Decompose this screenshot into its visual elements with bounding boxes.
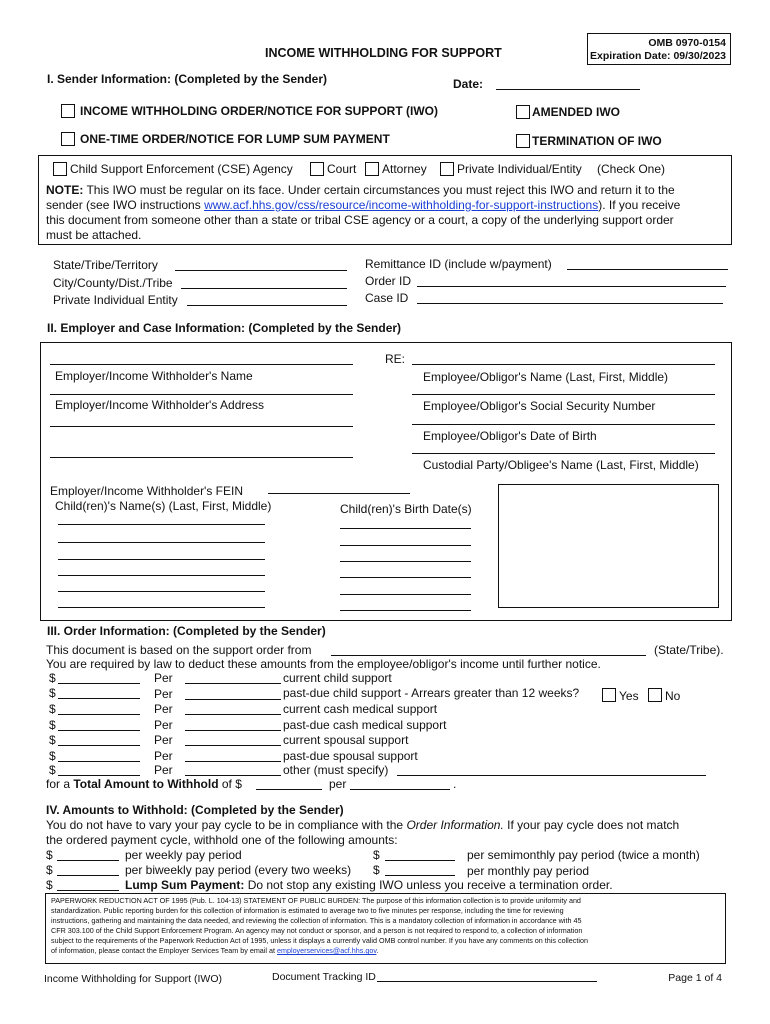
employee-dob-field[interactable]: [412, 424, 715, 425]
cse-checkbox[interactable]: [53, 162, 67, 176]
section4-para2: the ordered payment cycle, withhold one of the following amounts:: [46, 833, 398, 847]
employee-name-label: Employee/Obligor's Name (Last, First, Middle): [423, 370, 669, 384]
re-label: RE:: [385, 352, 406, 366]
dollar-sign: $: [49, 671, 56, 685]
state-tribe-field[interactable]: [331, 655, 646, 656]
termination-label: TERMINATION OF IWO: [532, 134, 662, 148]
private-checkbox[interactable]: [440, 162, 454, 176]
period-field[interactable]: [185, 761, 281, 762]
date-field[interactable]: [496, 89, 640, 90]
arrears-no-checkbox[interactable]: [648, 688, 662, 702]
per-label: Per: [154, 763, 173, 777]
termination-checkbox[interactable]: [516, 134, 530, 148]
employer-address-line2[interactable]: [50, 426, 353, 427]
onetime-checkbox[interactable]: [61, 132, 75, 146]
order-item-label: past-due spousal support: [283, 749, 418, 763]
custodial-field[interactable]: [412, 453, 715, 454]
weekly-label: per weekly pay period: [125, 848, 242, 862]
dollar-sign: $: [46, 848, 53, 862]
dollar-sign: $: [49, 718, 56, 732]
iwo-checkbox[interactable]: [61, 104, 75, 118]
fein-field[interactable]: [268, 493, 410, 494]
employee-ssn-field[interactable]: [412, 394, 715, 395]
monthly-label: per monthly pay period: [467, 864, 590, 878]
yes-label: Yes: [619, 689, 639, 703]
dollar-sign: $: [46, 878, 53, 892]
section2-heading: II. Employer and Case Information: (Completed by the Sender): [47, 321, 402, 335]
per-label: Per: [154, 671, 173, 685]
per-label: Per: [154, 749, 173, 763]
per-label: Per: [154, 733, 173, 747]
employer-name-label: Employer/Income Withholder's Name: [55, 369, 253, 383]
dollar-sign: $: [49, 763, 56, 777]
semimonthly-amount-field[interactable]: [385, 860, 455, 861]
employee-dob-label: Employee/Obligor's Date of Birth: [423, 429, 597, 443]
note-line1: NOTE: This IWO must be regular on its face. Under certain circumstances you must reject this IWO and return it to the: [46, 183, 675, 197]
footer-page-number: Page 1 of 4: [668, 972, 722, 984]
city-label: City/County/Dist./Tribe: [53, 276, 173, 290]
amount-field[interactable]: [58, 714, 140, 715]
amount-field[interactable]: [58, 698, 140, 699]
state-tribe-label: (State/Tribe).: [654, 643, 724, 657]
child-dob-field[interactable]: [340, 577, 471, 578]
burden-line3: instructions, gathering and maintaining the data needed, and reviewing the collection of information. This is a mandatory collection of information in accordance with 45: [51, 916, 582, 925]
section1-heading: I. Sender Information: (Completed by the Sender): [47, 72, 328, 86]
employer-name-field[interactable]: [50, 364, 353, 365]
order-item-label: current cash medical support: [283, 702, 438, 716]
child-dob-field[interactable]: [340, 528, 471, 529]
child-dob-field[interactable]: [340, 561, 471, 562]
note-line3: this document from someone other than a state or tribal CSE agency or a court, a copy of the underlying support order: [46, 213, 674, 227]
child-name-field[interactable]: [58, 542, 265, 543]
period-field[interactable]: [185, 699, 281, 700]
child-dob-field[interactable]: [340, 594, 471, 595]
case-id-label: Case ID: [365, 291, 409, 305]
children-names-label: Child(ren)'s Name(s) (Last, First, Middle): [55, 499, 272, 513]
instructions-link[interactable]: www.acf.hhs.gov/css/resource/income-withholding-for-support-instructions: [204, 198, 599, 212]
child-name-field[interactable]: [58, 607, 265, 608]
amount-field[interactable]: [58, 683, 140, 684]
required-text: You are required by law to deduct these amounts from the employee/obligor's income until further notice.: [46, 657, 601, 671]
total-per-label: per: [329, 777, 347, 791]
child-dob-field[interactable]: [340, 610, 471, 611]
note-line2: sender (see IWO instructions www.acf.hhs.gov/css/resource/income-withholding-for-support-instructions). If you receive: [46, 198, 681, 212]
per-label: Per: [154, 687, 173, 701]
footer-form-name: Income Withholding for Support (IWO): [44, 973, 222, 985]
children-dob-label: Child(ren)'s Birth Date(s): [340, 502, 472, 516]
section4-heading: IV. Amounts to Withhold: (Completed by the Sender): [46, 803, 344, 817]
tracking-id-field[interactable]: [377, 981, 597, 982]
total-period-field[interactable]: [350, 789, 450, 790]
fein-label: Employer/Income Withholder's FEIN: [50, 484, 244, 498]
custodial-label: Custodial Party/Obligee's Name (Last, First, Middle): [423, 458, 699, 472]
period-field[interactable]: [185, 775, 281, 776]
attorney-label: Attorney: [382, 162, 427, 176]
order-item-label: current child support: [283, 671, 392, 685]
city-field[interactable]: [181, 288, 347, 289]
employer-address-line3[interactable]: [50, 457, 353, 458]
lump-sum-label: Lump Sum Payment: Do not stop any existing IWO unless you receive a termination order.: [125, 878, 613, 892]
burden-line4: CFR 303.100 of the Child Support Enforcement Program. An agency may not conduct or sponsor, and a person is not required to respond to, a collection of information: [51, 926, 583, 935]
burden-line6: of information, please contact the Employer Services Team by email at employerservices@acf.hhs.gov.: [51, 946, 379, 955]
monthly-amount-field[interactable]: [385, 875, 455, 876]
private-entity-label: Private Individual Entity: [53, 293, 178, 307]
court-checkbox[interactable]: [310, 162, 324, 176]
order-item-label: past-due child support - Arrears greater than 12 weeks?: [283, 686, 580, 700]
lump-sum-amount-field[interactable]: [57, 890, 119, 891]
biweekly-label: per biweekly pay period (every two weeks): [125, 863, 352, 877]
child-dob-field[interactable]: [340, 545, 471, 546]
period-field[interactable]: [185, 745, 281, 746]
employee-ssn-label: Employee/Obligor's Social Security Number: [423, 399, 656, 413]
amended-label: AMENDED IWO: [532, 105, 620, 119]
court-label: Court: [327, 162, 357, 176]
amended-checkbox[interactable]: [516, 105, 530, 119]
amount-field[interactable]: [58, 761, 140, 762]
section4-para1: You do not have to vary your pay cycle to be in compliance with the Order Information. If your pay cycle does not match: [46, 818, 680, 832]
employer-services-email-link[interactable]: employerservices@acf.hhs.gov: [276, 946, 377, 955]
omb-number: OMB 0970-0154: [648, 37, 726, 49]
child-name-field[interactable]: [58, 575, 265, 576]
remittance-label: Remittance ID (include w/payment): [365, 257, 552, 271]
employee-name-field[interactable]: [412, 364, 715, 365]
burden-line5: subject to the requirements of the Paperwork Reduction Act of 1995, unless it displays a currently valid OMB control number. If you have any comments on this collection: [51, 936, 588, 945]
note-line4: must be attached.: [46, 228, 142, 242]
attorney-checkbox[interactable]: [365, 162, 379, 176]
order-item-label: past-due cash medical support: [283, 718, 447, 732]
employer-address-label: Employer/Income Withholder's Address: [55, 398, 265, 412]
private-entity-field[interactable]: [187, 305, 347, 306]
per-label: Per: [154, 718, 173, 732]
total-line: for a Total Amount to Withhold of $: [46, 777, 242, 791]
dollar-sign: $: [49, 686, 56, 700]
footer-tracking-label: Document Tracking ID: [272, 971, 376, 983]
remittance-field[interactable]: [567, 269, 728, 270]
period-field[interactable]: [185, 730, 281, 731]
amount-field[interactable]: [58, 745, 140, 746]
dollar-sign: $: [49, 733, 56, 747]
arrears-yes-checkbox[interactable]: [602, 688, 616, 702]
date-label: Date:: [453, 77, 484, 91]
onetime-label: ONE-TIME ORDER/NOTICE FOR LUMP SUM PAYMENT: [80, 132, 390, 146]
period-field[interactable]: [185, 714, 281, 715]
dollar-sign: $: [49, 702, 56, 716]
order-id-field[interactable]: [417, 286, 726, 287]
order-id-label: Order ID: [365, 274, 412, 288]
amount-field[interactable]: [58, 730, 140, 731]
dollar-sign: $: [373, 848, 380, 862]
form-title: INCOME WITHHOLDING FOR SUPPORT: [265, 46, 502, 60]
amount-field[interactable]: [58, 775, 140, 776]
semimonthly-label: per semimonthly pay period (twice a month): [467, 848, 700, 862]
iwo-label: INCOME WITHHOLDING ORDER/NOTICE FOR SUPPORT (IWO): [80, 104, 438, 118]
case-id-field[interactable]: [417, 303, 723, 304]
child-name-field[interactable]: [58, 524, 265, 525]
section3-heading: III. Order Information: (Completed by the Sender): [47, 624, 326, 638]
child-name-field[interactable]: [58, 591, 265, 592]
dollar-sign: $: [46, 863, 53, 877]
dollar-sign: $: [49, 749, 56, 763]
order-item-label: other (must specify): [283, 763, 389, 777]
other-specify-field[interactable]: [397, 775, 706, 776]
total-amount-field[interactable]: [256, 789, 322, 790]
biweekly-amount-field[interactable]: [57, 875, 119, 876]
cse-label: Child Support Enforcement (CSE) Agency: [70, 162, 293, 176]
notes-box[interactable]: [498, 484, 719, 608]
dollar-sign: $: [373, 863, 380, 877]
total-period-dot: .: [453, 777, 457, 791]
based-on-text: This document is based on the support order from: [46, 643, 312, 657]
check-one-label: (Check One): [597, 162, 666, 176]
expiration-date: Expiration Date: 09/30/2023: [590, 50, 726, 62]
weekly-amount-field[interactable]: [57, 860, 119, 861]
burden-line2: standardization. Public reporting burden for this collection of information is estimated to average two to five minutes per response, including the time for reviewing: [51, 906, 564, 915]
child-name-field[interactable]: [58, 559, 265, 560]
state-field[interactable]: [175, 270, 347, 271]
burden-line1: PAPERWORK REDUCTION ACT OF 1995 (Pub. L. 104-13) STATEMENT OF PUBLIC BURDEN: The purpose of this information collection is to provide uniformity and: [51, 896, 581, 905]
period-field[interactable]: [185, 683, 281, 684]
state-label: State/Tribe/Territory: [53, 258, 158, 272]
order-item-label: current spousal support: [283, 733, 409, 747]
no-label: No: [665, 689, 681, 703]
employer-address-line1[interactable]: [50, 394, 353, 395]
per-label: Per: [154, 702, 173, 716]
private-label: Private Individual/Entity: [457, 162, 582, 176]
